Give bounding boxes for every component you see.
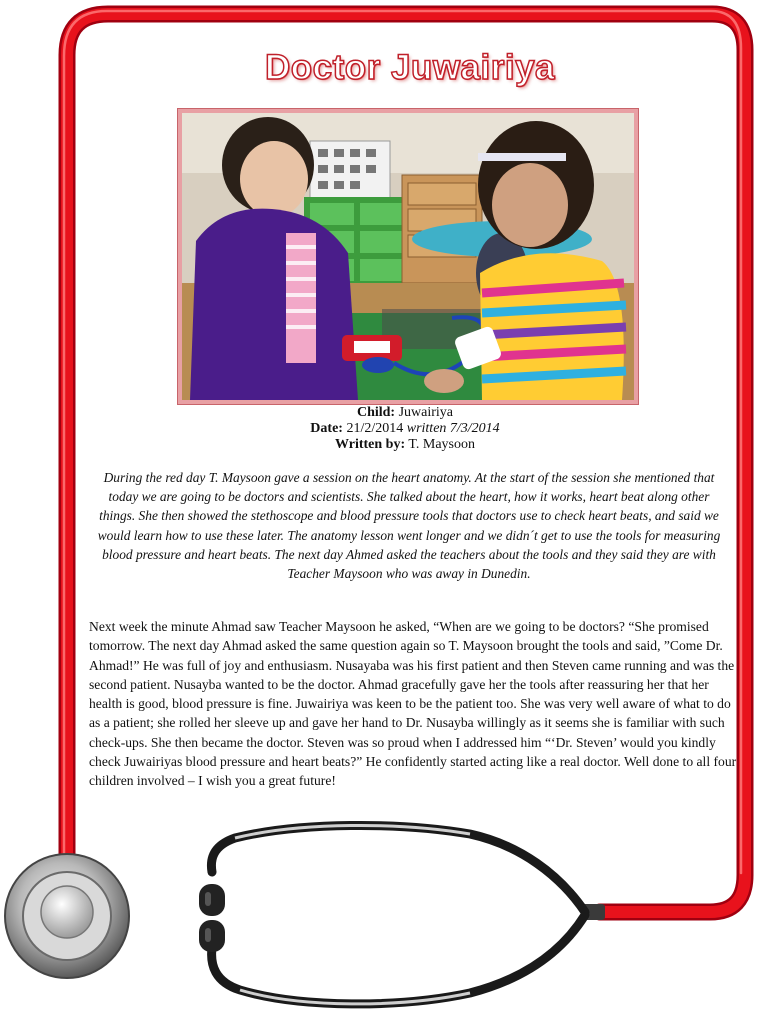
date-value: 21/2/2014 [346, 421, 404, 436]
child-value: Juwairiya [398, 405, 454, 420]
date-written: written 7/3/2014 [406, 421, 500, 436]
writer-label: Written by: [335, 437, 406, 452]
writer-line [140, 437, 670, 453]
photo-children-playing-doctor [178, 109, 638, 404]
black-tube [211, 825, 585, 1003]
child-label: Child: [356, 405, 396, 420]
date-line [140, 421, 670, 437]
summary-paragraph: During the red day T. Maysoon gave a session on the heart anatomy. At the start of the session she mentioned that today we are going to be doctors and scientists. She talked about the heart, how it works, heart beat along other things. She then showed the stethoscope and blood pressure tools that doctors use to check heart beats, and said we would learn how to use these later. The anatomy lesson went longer and we didn´t get to use the tools for measuring blood pressure and heart beats. The next day Ahmed asked the teachers about the tools and they said they are with Teacher Maysoon who was away in Dunedin. [97, 470, 721, 582]
story-paragraph: Next week the minute Ahmad saw Teacher Maysoon he asked, “When are we going to be doctors? “She promised tomorrow. The next day Ahmad asked the same question again so T. Maysoon brought the tools and said, ”Come Dr. Ahmad!” He was full of joy and enthusiasm. Nusayaba was his first patient and then Steven came running and was the second patient. Nusayba wanted to be the doctor. Ahmad gracefully gave her the tools after reassuring her that her health is good, blood pressure is fine. Juwairiya was keen to be the patient too. She was very well aware of what to do as a patient; she rolled her sleeve up and gave her hand to Dr. Nusayba willingly as it seems she is familiar with such check-ups. She then became the doctor. Steven was so proud when I addressed him “‘Dr. Steven’ would you kindly check Juwairiyas blood pressure and heart beats?” He confidently started acting like a real doctor. Well done to all four children involved – I wish you a great future! [89, 619, 737, 789]
child-line [140, 405, 670, 421]
classroom-photo [182, 113, 634, 400]
writer-value: T. Maysoon [408, 437, 475, 452]
ear-tips-icon [199, 884, 225, 952]
page-title: Doctor Juwairiya [264, 48, 556, 87]
date-label: Date: [310, 421, 343, 436]
chest-piece-icon [5, 854, 129, 978]
